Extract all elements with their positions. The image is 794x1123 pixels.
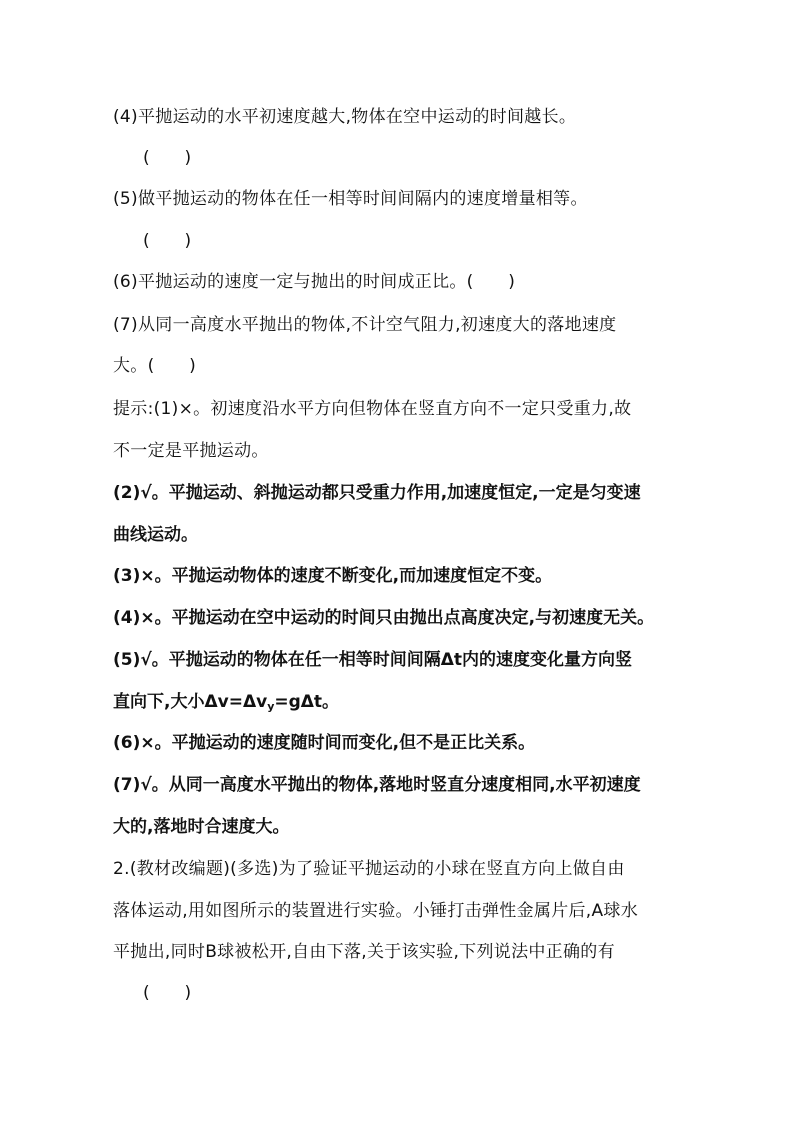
answer-7-line-1: (7)√。从同一高度水平抛出的物体,落地时竖直分速度相同,水平初速度 — [113, 775, 641, 795]
question-7-line-1: (7)从同一高度水平抛出的物体,不计空气阻力,初速度大的落地速度 — [113, 315, 617, 335]
answer-7-line-2: 大的,落地时合速度大。 — [113, 817, 290, 837]
question-2-line-3: 平抛出,同时B球被松开,自由下落,关于该实验,下列说法中正确的有 — [113, 942, 615, 962]
question-6: (6)平抛运动的速度一定与抛出的时间成正比。( ) — [113, 272, 516, 292]
answer-4: (4)×。平抛运动在空中运动的时间只由抛出点高度决定,与初速度无关。 — [113, 608, 655, 628]
answer-5-subscript: y — [267, 700, 275, 713]
question-2-line-2: 落体运动,用如图所示的装置进行实验。小锤打击弹性金属片后,A球水 — [113, 901, 639, 921]
answer-5-line-2 — [113, 690, 339, 719]
hint-answer-1-line-1: 提示:(1)×。初速度沿水平方向但物体在竖直方向不一定只受重力,故 — [113, 399, 632, 419]
answer-5-text-pre: 直向下,大小Δv=Δv — [113, 692, 268, 712]
question-2-line-1: 2.(教材改编题)(多选)为了验证平抛运动的小球在竖直方向上做自由 — [113, 859, 625, 879]
question-5-answer-blank: ( ) — [143, 231, 192, 251]
answer-2-line-2: 曲线运动。 — [113, 525, 198, 545]
answer-5-text-post: =gΔt。 — [274, 692, 340, 712]
answer-6: (6)×。平抛运动的速度随时间而变化,但不是正比关系。 — [113, 733, 536, 753]
question-5: (5)做平抛运动的物体在任一相等时间间隔内的速度增量相等。 — [113, 189, 588, 209]
question-4-answer-blank: ( ) — [143, 148, 192, 168]
question-2-answer-blank: ( ) — [143, 983, 192, 1003]
question-7-line-2: 大。( ) — [113, 356, 197, 376]
question-4: (4)平抛运动的水平初速度越大,物体在空中运动的时间越长。 — [113, 107, 577, 127]
answer-2-line-1: (2)√。平抛运动、斜抛运动都只受重力作用,加速度恒定,一定是匀变速 — [113, 483, 641, 503]
answer-3: (3)×。平抛运动物体的速度不断变化,而加速度恒定不变。 — [113, 566, 553, 586]
answer-5-line-1: (5)√。平抛运动的物体在任一相等时间间隔Δt内的速度变化量方向竖 — [113, 650, 632, 670]
hint-answer-1-line-2: 不一定是平抛运动。 — [113, 441, 269, 461]
